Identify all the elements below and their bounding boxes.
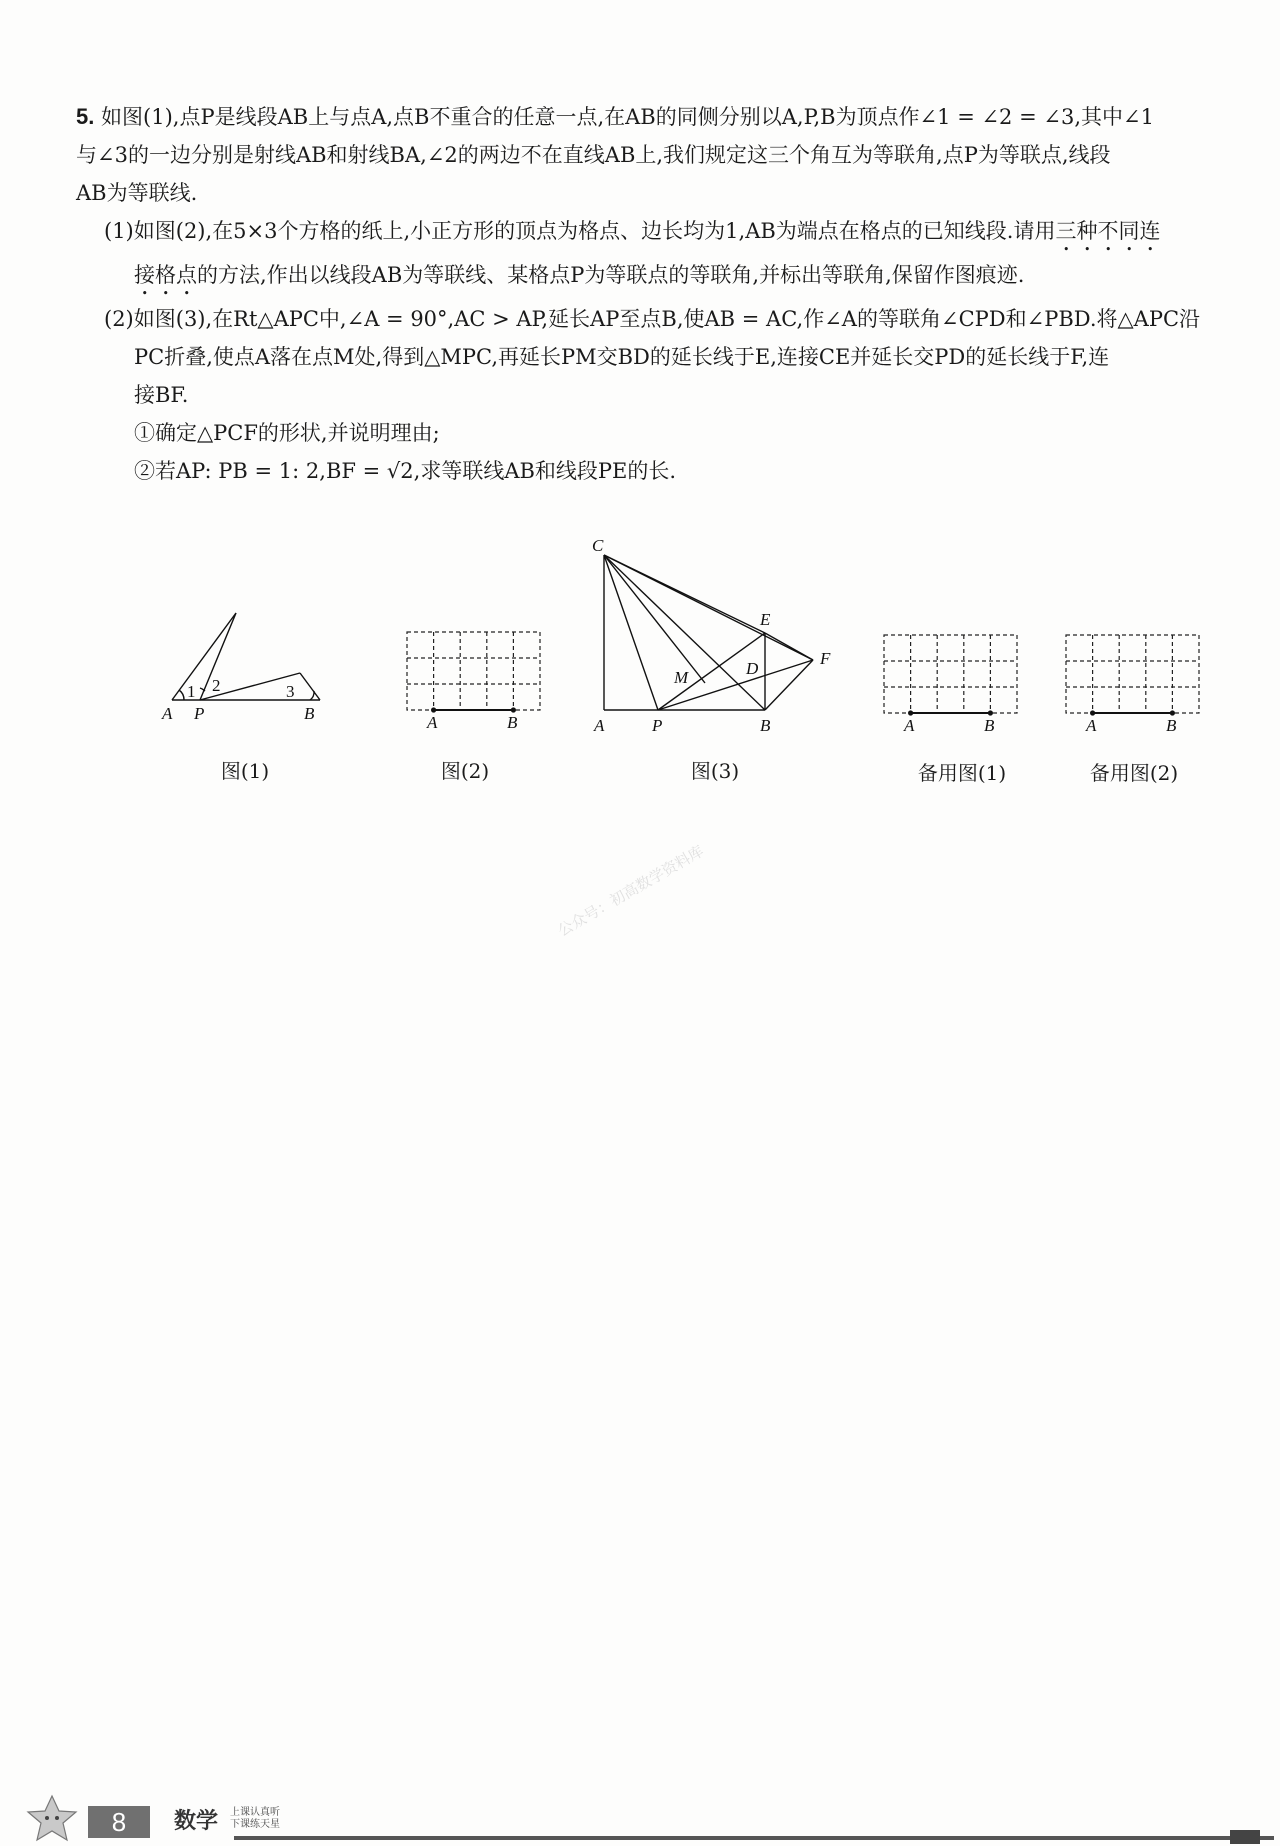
intro-line-2: 与∠3的一边分别是射线AB和射线BA,∠2的两边不在直线AB上,我们规定这三个角互为等联角,点P为等联点,线段 [76, 143, 1111, 167]
spare2-label-a: A [1086, 716, 1097, 735]
fig3-cm [604, 555, 705, 683]
spare2-label-b: B [1166, 716, 1177, 735]
spare1-label-b: B [984, 716, 995, 735]
question-1: ①确定△PCF的形状,并说明理由; [134, 421, 440, 445]
part-2-line-3: 接BF. [134, 383, 189, 407]
figure-1 [160, 605, 330, 725]
page-number: 8 [88, 1806, 150, 1838]
fig1-ray-b [300, 673, 320, 700]
star-mascot-icon [24, 1794, 84, 1844]
part-1 [104, 212, 1222, 256]
footer-rule [234, 1836, 1274, 1840]
fig3-label-f: F [820, 649, 831, 668]
fig1-caption: 图(1) [220, 759, 270, 783]
part-1-emphasis-2: 接格点 [134, 263, 197, 287]
fig3-label-e: E [760, 610, 771, 629]
part-1-text-a: (1)如图(2),在5×3个方格的纸上,小正方形的顶点为格点、边长均为1,AB为端点在格点的已知线段.请用 [104, 219, 1056, 243]
problem-5 [76, 98, 1222, 490]
problem-intro [76, 98, 1222, 136]
fig3-ce [604, 555, 765, 633]
spare1-label-a: A [904, 716, 915, 735]
question-2: ②若AP: PB = 1: 2,BF = √2,求等联线AB和线段PE的长. [134, 459, 677, 483]
fig2-label-b: B [507, 713, 518, 732]
fig3-label-b: B [760, 716, 771, 735]
part-1-text-b: 的方法,作出以线段AB为等联线、某格点P为等联点的等联角,并标出等联角,保留作图痕迹. [197, 263, 1025, 287]
subject-label: 数学 [174, 1809, 219, 1834]
intro-line-1: 如图(1),点P是线段AB上与点A,点B不重合的任意一点,在AB的同侧分别以A,P,B为顶点作∠1 = ∠2 = ∠3,其中∠1 [101, 105, 1154, 129]
intro-line-3: AB为等联线. [76, 181, 198, 205]
fig2-caption: 图(2) [440, 759, 490, 783]
fig1-label-b: B [304, 704, 315, 723]
watermark: 公众号：初高数学资料库 [554, 841, 707, 940]
fig1-angle-1: 1 [187, 682, 196, 701]
figure-3 [590, 535, 850, 745]
spare2-caption: 备用图(2) [1089, 761, 1179, 785]
page-footer [24, 1794, 1260, 1844]
fig3-label-a: A [594, 716, 605, 735]
fig3-label-p: P [652, 716, 663, 735]
fig3-caption: 图(3) [690, 759, 740, 783]
fig3-label-c: C [592, 536, 604, 555]
fig2-label-a: A [427, 713, 438, 732]
slogan-line-2: 下课练天星 [230, 1819, 280, 1830]
part-2-line-2: PC折叠,使点A落在点M处,得到△MPC,再延长PM交BD的延长线于E,连接CE并延长交PD的延长线于F,连 [134, 345, 1110, 369]
fig1-arc-1 [179, 690, 184, 700]
footer-end-block [1230, 1830, 1260, 1844]
fig1-label-p: P [194, 704, 205, 723]
fig1-arc-3 [310, 691, 314, 700]
fig1-angle-2: 2 [212, 676, 221, 695]
fig1-ray-a [172, 613, 236, 700]
part-2-line-1: (2)如图(3),在Rt△APC中,∠A = 90°,AC > AP,延长AP至点B,使AB = AC,作∠A的等联角∠CPD和∠PBD.将△APC沿 [104, 307, 1201, 331]
figure-2-grid [405, 630, 545, 730]
fig3-ef [765, 633, 813, 660]
slogan-line-1: 上课认真听 [230, 1807, 280, 1818]
problem-number: 5. [76, 104, 95, 129]
spare-figure-1-grid [882, 633, 1022, 733]
slogan [230, 1807, 280, 1831]
fig1-angle-3: 3 [286, 682, 295, 701]
part-1-emphasis-1: 三种不同连 [1055, 219, 1161, 243]
part-1-cont [134, 256, 1222, 300]
fig3-label-m: M [674, 668, 689, 687]
spare-figure-2-grid [1064, 633, 1204, 733]
fig3-label-d: D [746, 659, 759, 678]
spare1-caption: 备用图(1) [917, 761, 1007, 785]
fig1-label-a: A [162, 704, 173, 723]
